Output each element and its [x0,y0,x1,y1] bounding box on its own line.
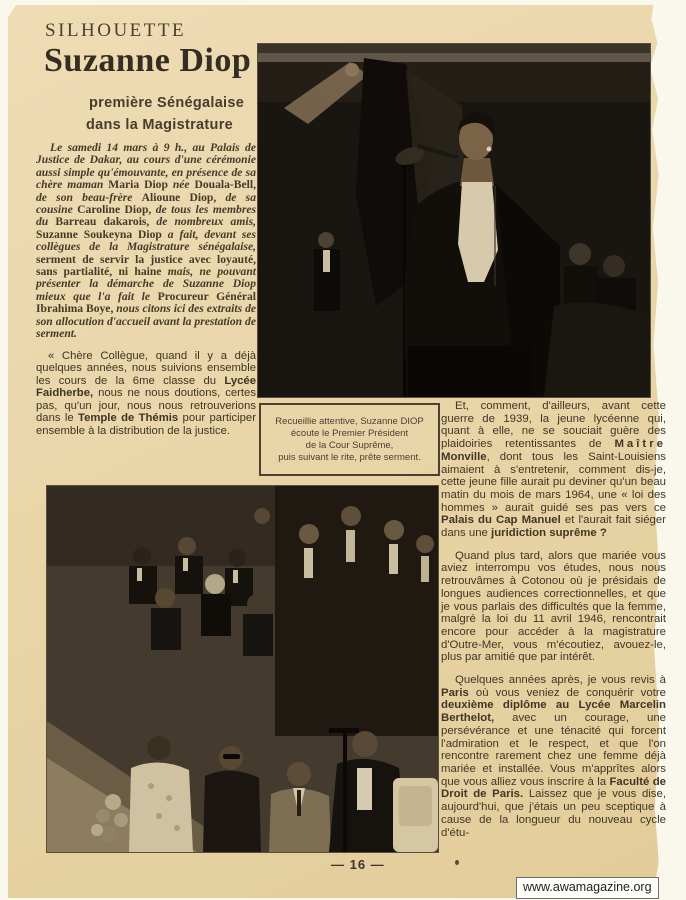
caption-line: puis suivant le rite, prête serment. [278,451,421,463]
section-rubric: SILHOUETTE [45,20,187,41]
oath-ceremony-photo-art [258,44,650,397]
photo-caption [259,403,440,476]
right-text-column [441,400,666,849]
body-paragraph: Et, comment, d'ailleurs, avant cette guerre de 1939, la jeune lycéenne qui, quant à elle, ne se souciait guère des plaidoiries retentissantes de Maître Monville, dont tous les Saint-Louisiens aimaient à s'entretenir, comment dis-je, cette jeune fille aurait pu deviner qu'un beau matin du mois de mars 1964, une « loi des hommes » aurait guidé ses pas vers ce Palais du Cap Manuel et l'aurait fait siéger dans une juridiction suprême ? [441,400,666,540]
caption-line: Recueillie attentive, Suzanne DIOP [275,415,424,427]
ink-speck [455,860,459,865]
left-text-column [36,142,256,438]
body-paragraph: Quand plus tard, alors que mariée vous aviez interrompu vos études, nous nous retrouvâmes à Cotonou où je présidais de longues audiences correctionnelles, et que je vous parlais des difficultés que la femme, malgré la loi du 11 avril 1946, rencontrait encore pour accéder à la magistrature d'Outre-Mer, vous m'écoutiez, avouez-le, plus par amitié que par intérêt. [441,549,666,664]
courtroom-audience-photo [47,486,438,852]
article-subtitle-line1: première Sénégalaise [89,95,245,111]
lead-paragraph: Le samedi 14 mars à 9 h., au Palais de Justice de Dakar, au cours d'une cérémonie aussi simple qu'émouvante, en présence de sa chère maman Maria Diop née Douala-Bell, de son beau-frère Alioune Diop, de sa cousine Caroline Diop, de tous les membres du Barreau dakarois, de nombreux amis, Suzanne Soukeyna Diop a fait, devant ses collègues de la Magistrature sénégalaise, serment de servir la justice avec loyauté, sans partialité, ni haine mais, ne pouvant présenter la démarche de Suzanne Diop mieux que l'a fait le Procureur Général Ibrahima Boye, nous citons ici des extraits de son allocution d'accueil avant la prestation de serment. [36,141,257,341]
article-title: Suzanne Diop [44,42,252,79]
page-number: — 16 — [331,857,385,872]
article-subtitle-line2: dans la Magistrature [86,117,234,133]
caption-line: écoute le Premier Président [290,427,409,439]
courtroom-audience-photo-art [47,486,438,852]
caption-line: de la Cour Suprême, [305,439,394,451]
body-paragraph: Quelques années après, je vous revis à Paris où vous veniez de conquérir votre deuxième diplôme au Lycée Marcelin Berthelot, avec un courage, une persévérance et une ténacité qui forcent l'admiration et le respect, et que l'on rencontre rarement chez une femme déjà mariée et installée. Vous m'apprîtes alors que vous alliez vous inscrire à la Faculté de Droit de Paris. Laissez que je vous dise, aujourd'hui, que j'étais un peu sceptique à cause de la longueur du nouveau cycle d'étu- [441,674,667,839]
oath-ceremony-photo [258,44,650,397]
watermark-url: www.awamagazine.org [516,877,659,899]
quote-paragraph: « Chère Collègue, quand il y a déjà quelques années, nous suivions ensemble les cours de la 6me classe du Lycée Faidherbe, nous ne nous doutions, certes pas, qu'un jour, nous nous retrouverions dans le Temple de Thémis pour participer ensemble à la distribution de la justice. [36,349,256,438]
